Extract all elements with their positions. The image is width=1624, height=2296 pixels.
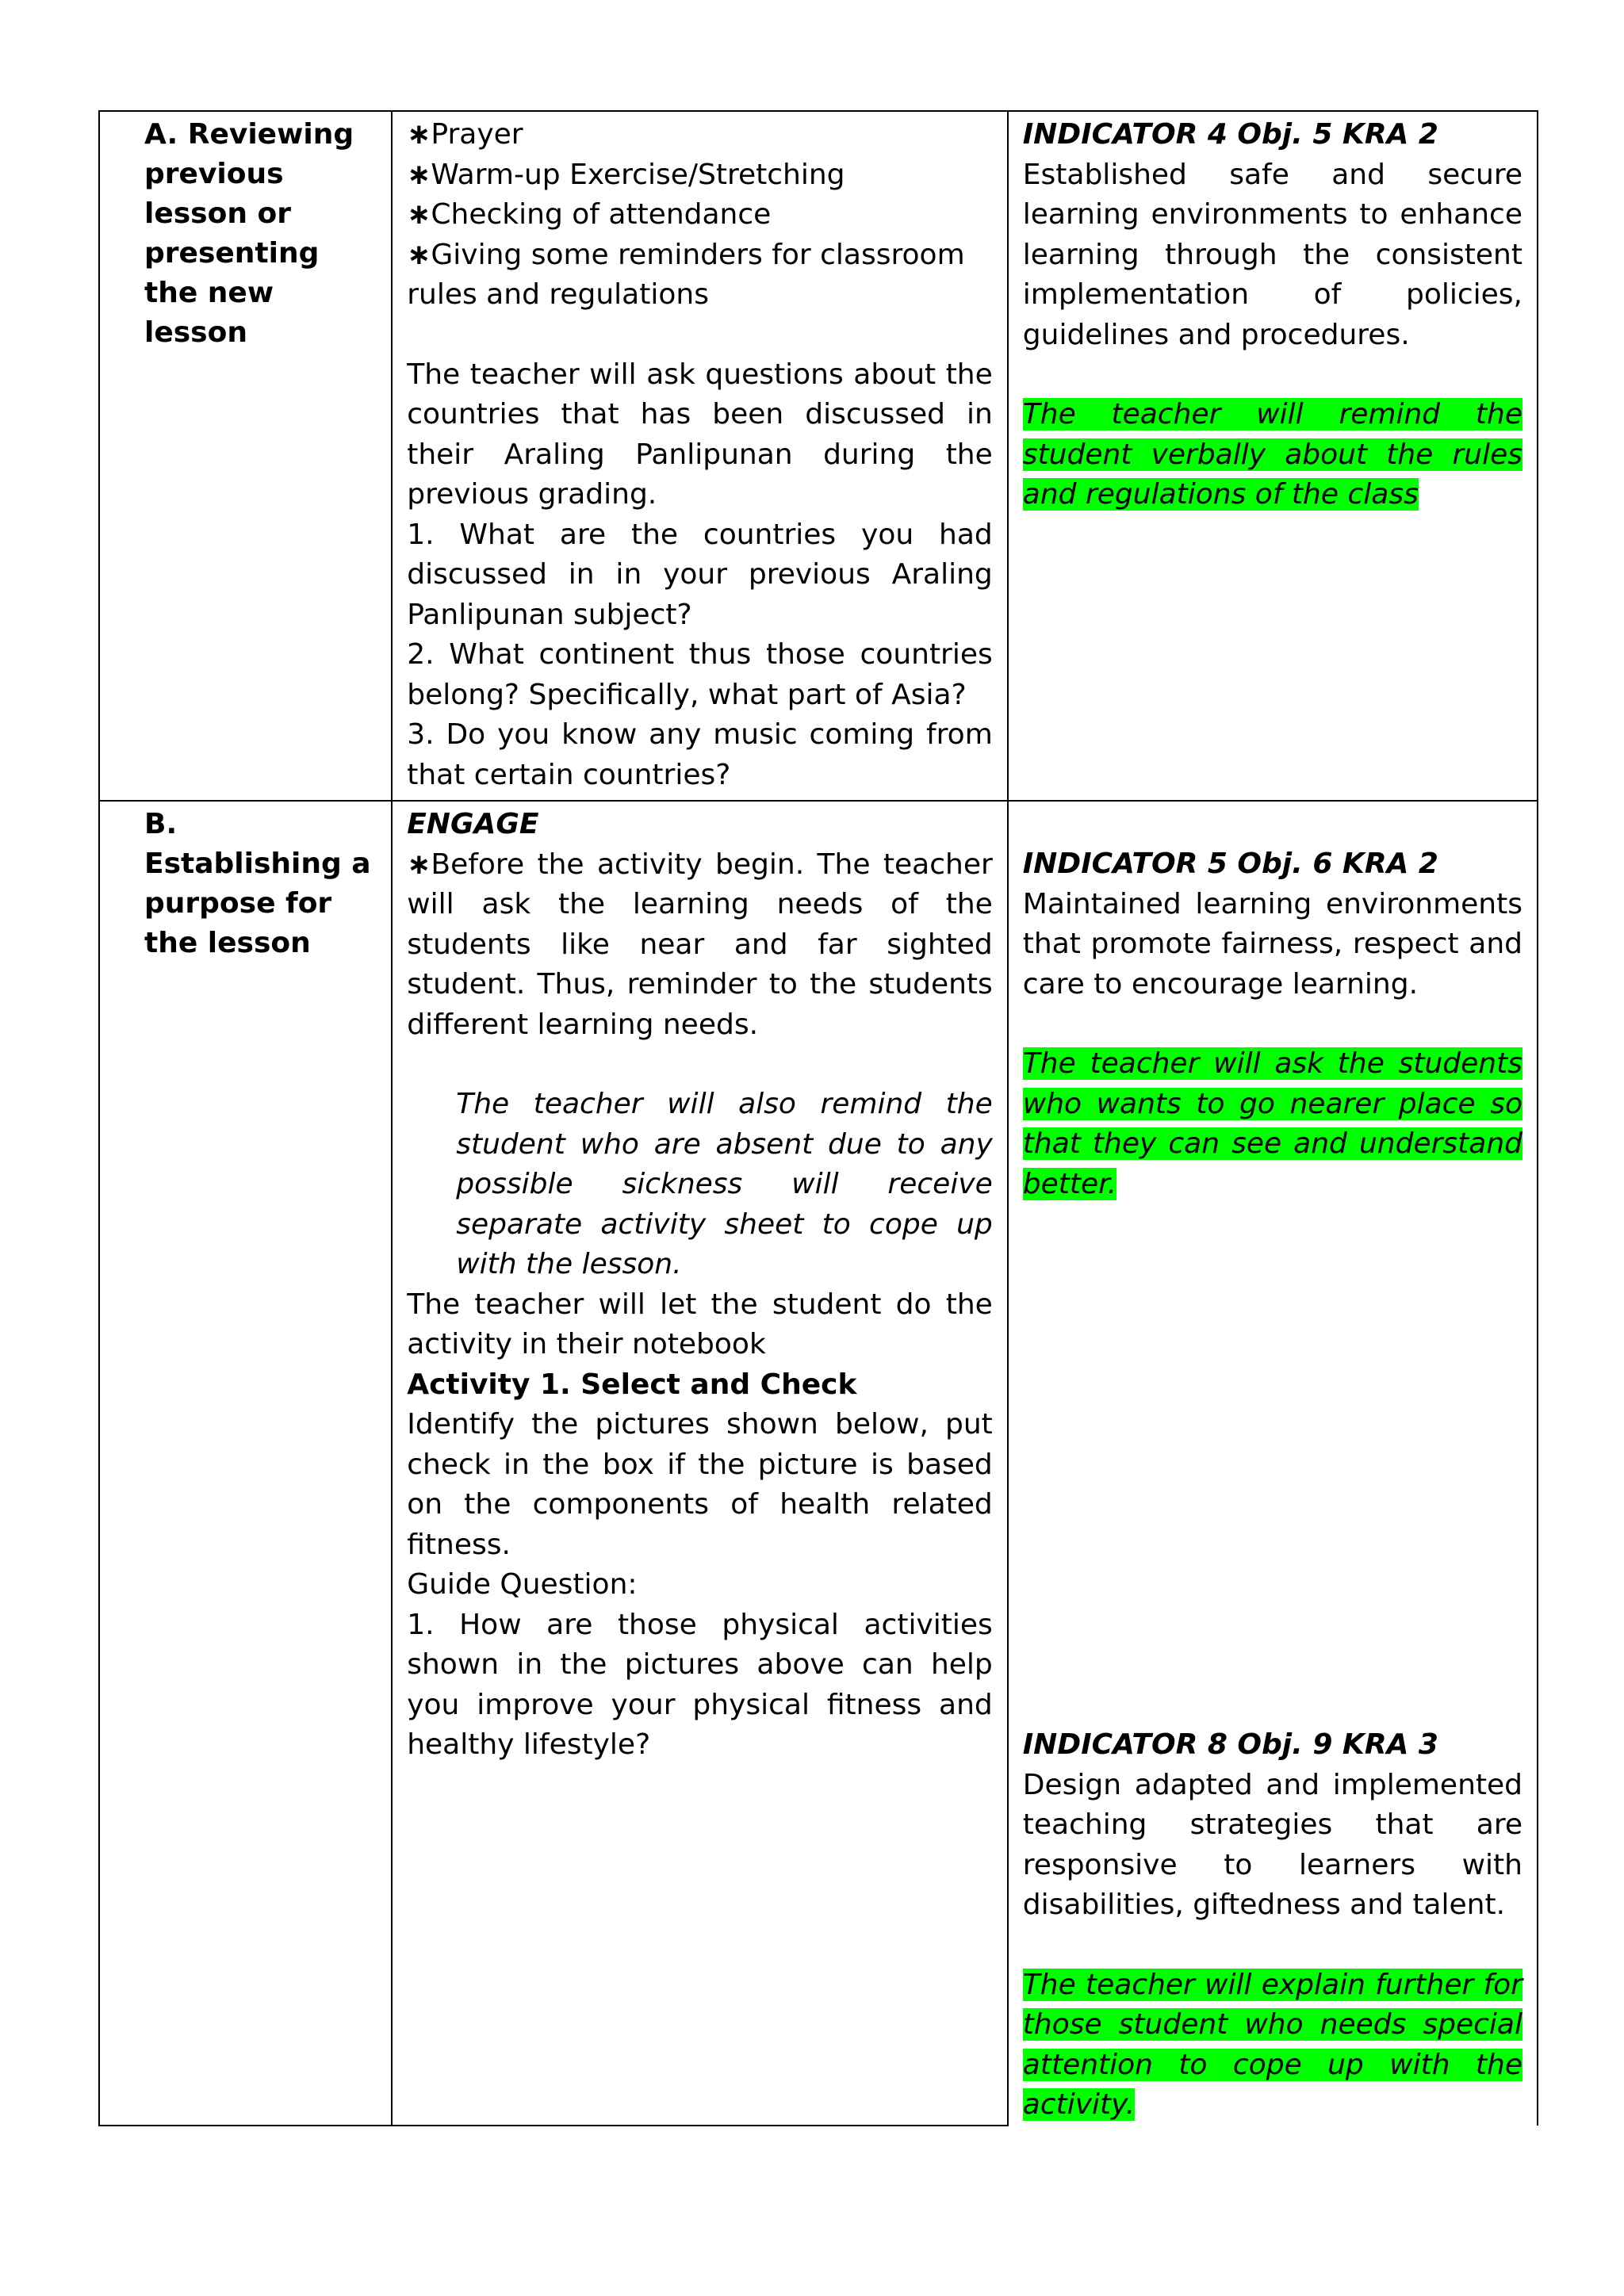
table-row <box>99 111 1538 801</box>
row-label: B. Establishing a purpose for the lesson <box>144 808 371 959</box>
question-item: 3. Do you know any music coming from that certain countries? <box>407 718 993 791</box>
question-item: 2. What continent thus those countries belong? Specifically, what part of Asia? <box>407 638 993 711</box>
indicator-title: INDICATOR 5 Obj. 6 KRA 2 <box>1022 848 1438 880</box>
bullet-item: ∗ Warm-up Exercise/Stretching <box>407 155 993 196</box>
guide-question: 1. How are those physical activities shown in the pictures above can help you improve your physical fitness and healthy lifestyle? <box>407 1608 993 1761</box>
table-row <box>99 801 1538 2126</box>
indicator-title: INDICATOR 8 Obj. 9 KRA 3 <box>1022 1728 1438 1761</box>
activity-text: Identify the pictures shown below, put check in the box if the picture is based on the components of health related fitness. <box>407 1408 993 1561</box>
indicator-text: Maintained learning environments that promote fairness, respect and care to encourage learning. <box>1022 887 1522 1001</box>
bullet-item: ∗ Prayer <box>407 115 993 155</box>
intro-paragraph: The teacher will ask questions about the countries that has been discussed in their Araling Panlipunan during the previous grading. <box>407 358 993 511</box>
row-label-cell <box>99 801 392 2126</box>
bullet-item: ∗ Before the activity begin. The teacher will ask the learning needs of the students like near and far sighted student. Thus, reminder to the students different learning needs. <box>407 845 993 1046</box>
highlighted-note: The teacher will remind the student verbally about the rules and regulations of the class <box>1022 398 1522 511</box>
guide-label: Guide Question: <box>407 1568 638 1601</box>
indicator-cell <box>1008 801 1538 2126</box>
engage-heading: ENGAGE <box>407 808 539 840</box>
highlighted-note: The teacher will ask the students who wants to go nearer place so that they can see and understand better. <box>1022 1047 1522 1200</box>
activity-cell <box>392 111 1008 801</box>
italic-note: The teacher will also remind the student who are absent due to any possible sickness will receive separate activity sheet to cope up with the lesson. <box>456 1088 993 1280</box>
lesson-plan-table <box>98 110 1538 2126</box>
indicator-title: INDICATOR 4 Obj. 5 KRA 2 <box>1022 118 1438 151</box>
bullet-item: ∗ Checking of attendance <box>407 195 993 235</box>
activity-title: Activity 1. Select and Check <box>407 1368 857 1401</box>
indicator-text: Established safe and secure learning environments to enhance learning through the consistent implementation of policies, guidelines and procedures. <box>1022 158 1522 351</box>
indicator-cell <box>1008 111 1538 801</box>
highlighted-note: The teacher will explain further for those student who needs special attention to cope up with the activity. <box>1022 1968 1522 2121</box>
row-label-cell <box>99 111 392 801</box>
indicator-text: Design adapted and implemented teaching strategies that are responsive to learners with disabilities, giftedness and talent. <box>1022 1768 1522 1921</box>
bullet-item: ∗ Giving some reminders for classroom rules and regulations <box>407 235 993 316</box>
activity-cell <box>392 801 1008 2126</box>
row-label: A. Reviewing previous lesson or presenting the new lesson <box>144 118 354 349</box>
activity-instruction: The teacher will let the student do the activity in their notebook <box>407 1288 993 1360</box>
question-item: 1. What are the countries you had discussed in in your previous Araling Panlipunan subject? <box>407 518 993 631</box>
